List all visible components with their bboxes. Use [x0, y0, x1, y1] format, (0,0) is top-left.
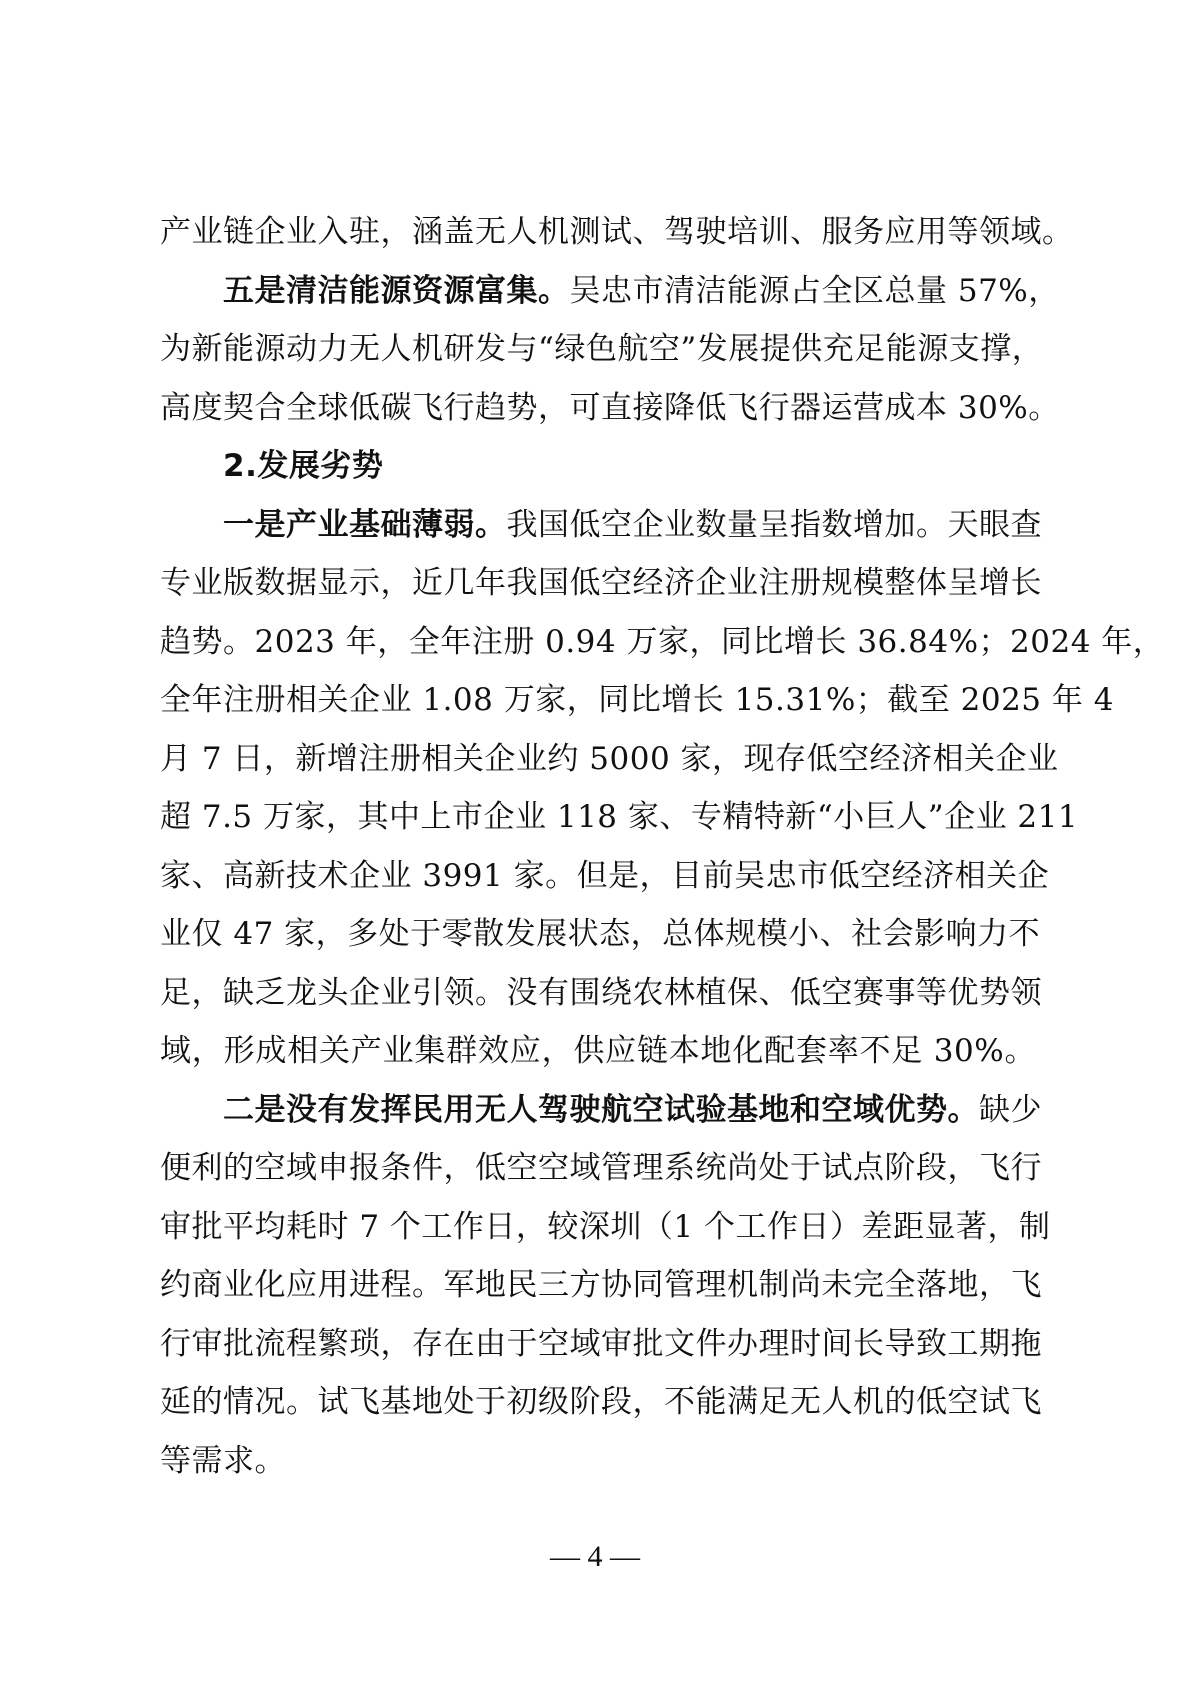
page-number: — 4 —: [550, 1540, 640, 1573]
paragraph-lead: 一是产业基础薄弱。: [223, 506, 507, 543]
text-line: 全年注册相关企业 1.08 万家，同比增长 15.31%；截至 2025 年 4: [160, 682, 1114, 718]
text-line: 便利的空域申报条件，低空空域管理系统尚处于试点阶段，飞行: [160, 1150, 1042, 1186]
text-line: 审批平均耗时 7 个工作日，较深圳（1 个工作日）差距显著，制: [160, 1208, 1051, 1245]
text-line: 域，形成相关产业集群效应，供应链本地化配套率不足 30%。: [160, 1033, 1036, 1069]
text-line: 高度契合全球低碳飞行趋势，可直接降低飞行器运营成本 30%。: [160, 389, 1060, 426]
paragraph-text: 吴忠市清洁能源占全区总量 57%，: [569, 272, 1060, 309]
text-line: 专业版数据显示，近几年我国低空经济企业注册规模整体呈增长: [160, 565, 1042, 601]
text-line: 产业链企业入驻，涵盖无人机测试、驾驶培训、服务应用等领域。: [160, 214, 1074, 250]
text-line: 家、高新技术企业 3991 家。但是，目前吴忠市低空经济相关企: [160, 857, 1050, 894]
text-line: 趋势。2023 年，全年注册 0.94 万家，同比增长 36.84%；2024 年，: [160, 623, 1165, 660]
text-line: 超 7.5 万家，其中上市企业 118 家、专精特新“小巨人”企业 211: [160, 799, 1079, 835]
text-line: [160, 262, 1060, 321]
text-line: 延的情况。试飞基地处于初级阶段，不能满足无人机的低空试飞: [160, 1384, 1042, 1420]
text-line: 月 7 日，新增注册相关企业约 5000 家，现存低空经济相关企业: [160, 740, 1059, 777]
text-line: [160, 496, 1042, 555]
text-line: [160, 1081, 1042, 1140]
paragraph-text: 我国低空企业数量呈指数增加。天眼查: [506, 506, 1042, 543]
text-line: 足，缺乏龙头企业引领。没有围绕农林植保、低空赛事等优势领: [160, 974, 1042, 1011]
document-body: [160, 203, 1165, 1490]
text-line: 业仅 47 家，多处于零散发展状态，总体规模小、社会影响力不: [160, 916, 1041, 952]
text-line: 约商业化应用进程。军地民三方协同管理机制尚未完全落地，飞: [160, 1267, 1042, 1303]
paragraph-lead: 五是清洁能源资源富集。: [223, 272, 570, 309]
section-heading: 2.发展劣势: [223, 448, 384, 484]
paragraph-lead: 二是没有发挥民用无人驾驶航空试验基地和空域优势。: [223, 1091, 979, 1128]
text-line: 行审批流程繁琐，存在由于空域审批文件办理时间长导致工期拖: [160, 1325, 1042, 1362]
text-line: 等需求。: [160, 1442, 286, 1479]
text-line: 为新能源动力无人机研发与“绿色航空”发展提供充足能源支撑，: [160, 331, 1044, 367]
paragraph-text: 缺少: [979, 1091, 1042, 1128]
